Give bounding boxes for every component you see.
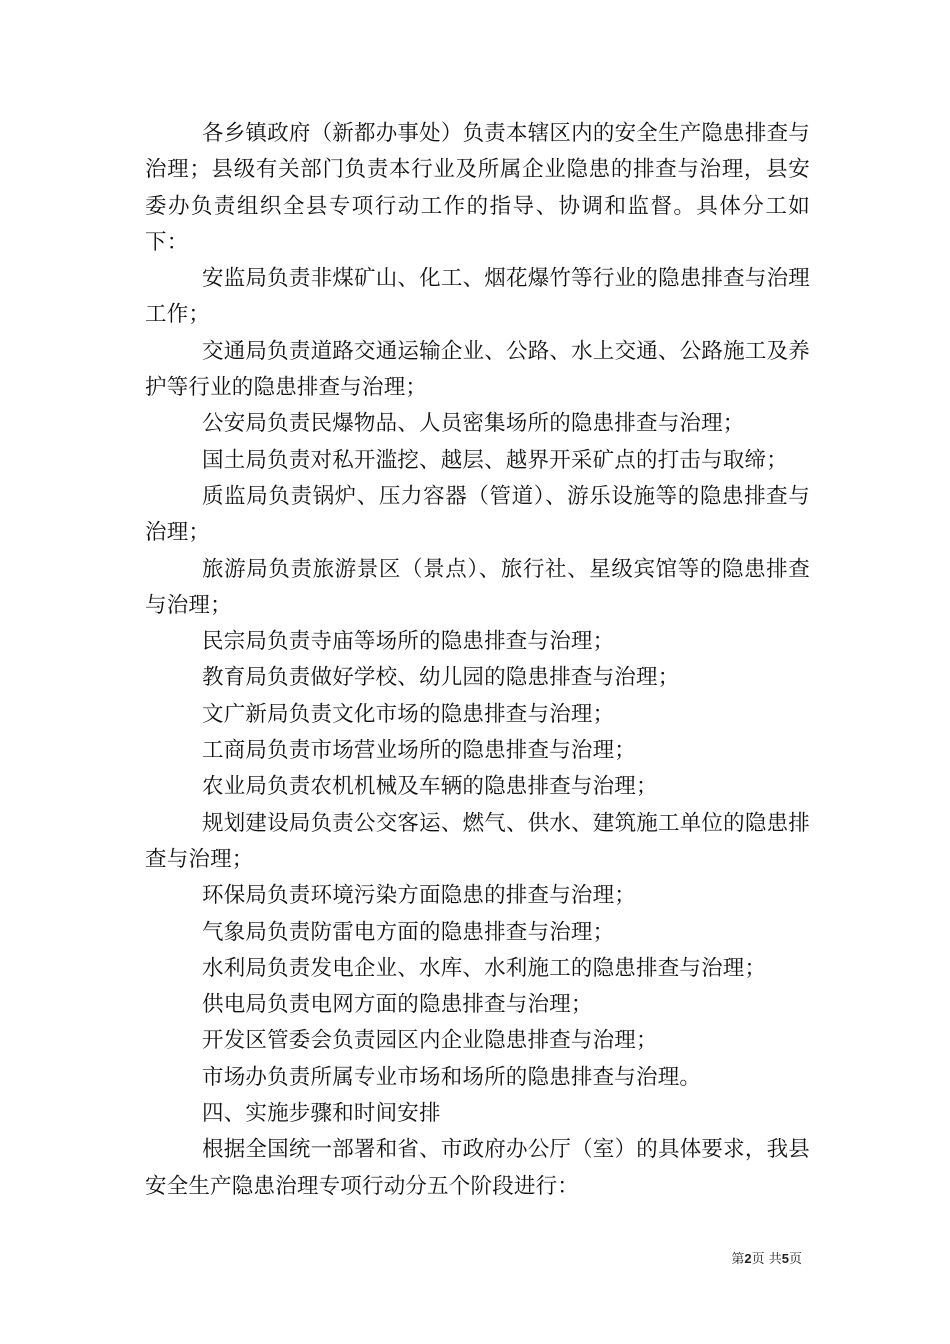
paragraph-power-bureau: 供电局负责电网方面的隐患排查与治理；	[202, 992, 593, 1018]
paragraph-planning-bureau: 规划建设局负责公交客运、燃气、供水、建筑施工单位的隐患排查与治理；	[145, 810, 810, 872]
paragraph-division-of-duties: 各乡镇政府（新都办事处）负责本辖区内的安全生产隐患排查与治理；县级有关部门负责本行业及所属企业隐患的排查与治理，县安委办负责组织全县专项行动工作的指导、协调和监督。具体分工如下：	[145, 121, 810, 255]
document-body	[145, 116, 810, 1205]
paragraph-religion-bureau: 民宗局负责寺庙等场所的隐患排查与治理；	[202, 629, 615, 655]
paragraph-commerce-bureau: 工商局负责市场营业场所的隐患排查与治理；	[202, 738, 637, 764]
paragraph-transport-bureau: 交通局负责道路交通运输企业、公路、水上交通、公路施工及养护等行业的隐患排查与治理；	[145, 338, 810, 401]
paragraph-market-office: 市场办负责所属专业市场和场所的隐患排查与治理。	[202, 1064, 702, 1090]
paragraph-police-bureau: 公安局负责民爆物品、人员密集场所的隐患排查与治理；	[202, 411, 745, 437]
paragraph-environment-bureau: 环保局负责环境污染方面隐患的排查与治理；	[202, 883, 637, 909]
paragraph-implementation-stages: 根据全国统一部署和省、市政府办公厅（室）的具体要求，我县安全生产隐患治理专项行动分五个阶段进行：	[145, 1137, 810, 1199]
paragraph-quality-bureau: 质监局负责锅炉、压力容器（管道）、游乐设施等的隐患排查与治理；	[145, 483, 810, 546]
paragraph-land-bureau: 国土局负责对私开滥挖、越层、越界开采矿点的打击与取缔；	[202, 447, 788, 473]
paragraph-safety-bureau: 安监局负责非煤矿山、化工、烟花爆竹等行业的隐患排查与治理工作；	[145, 266, 810, 328]
footer-suffix: 页	[788, 1252, 802, 1267]
footer-middle: 页 共	[751, 1252, 782, 1267]
footer-prefix: 第	[731, 1252, 745, 1267]
paragraph-development-zone: 开发区管委会负责园区内企业隐患排查与治理；	[202, 1028, 658, 1054]
current-page-number: 2	[744, 1251, 752, 1266]
page-number-footer	[731, 1248, 802, 1267]
paragraph-education-bureau: 教育局负责做好学校、幼儿园的隐患排查与治理；	[202, 665, 680, 691]
paragraph-tourism-bureau: 旅游局负责旅游景区（景点）、旅行社、星级宾馆等的隐患排查与治理；	[145, 556, 810, 618]
total-page-number: 5	[781, 1251, 789, 1266]
paragraph-weather-bureau: 气象局负责防雷电方面的隐患排查与治理；	[202, 919, 615, 945]
section-heading: 四、实施步骤和时间安排	[202, 1101, 441, 1127]
paragraph-agriculture-bureau: 农业局负责农机机械及车辆的隐患排查与治理；	[202, 774, 658, 800]
paragraph-culture-bureau: 文广新局负责文化市场的隐患排查与治理；	[202, 701, 615, 727]
paragraph-water-bureau: 水利局负责发电企业、水库、水利施工的隐患排查与治理；	[202, 955, 767, 981]
